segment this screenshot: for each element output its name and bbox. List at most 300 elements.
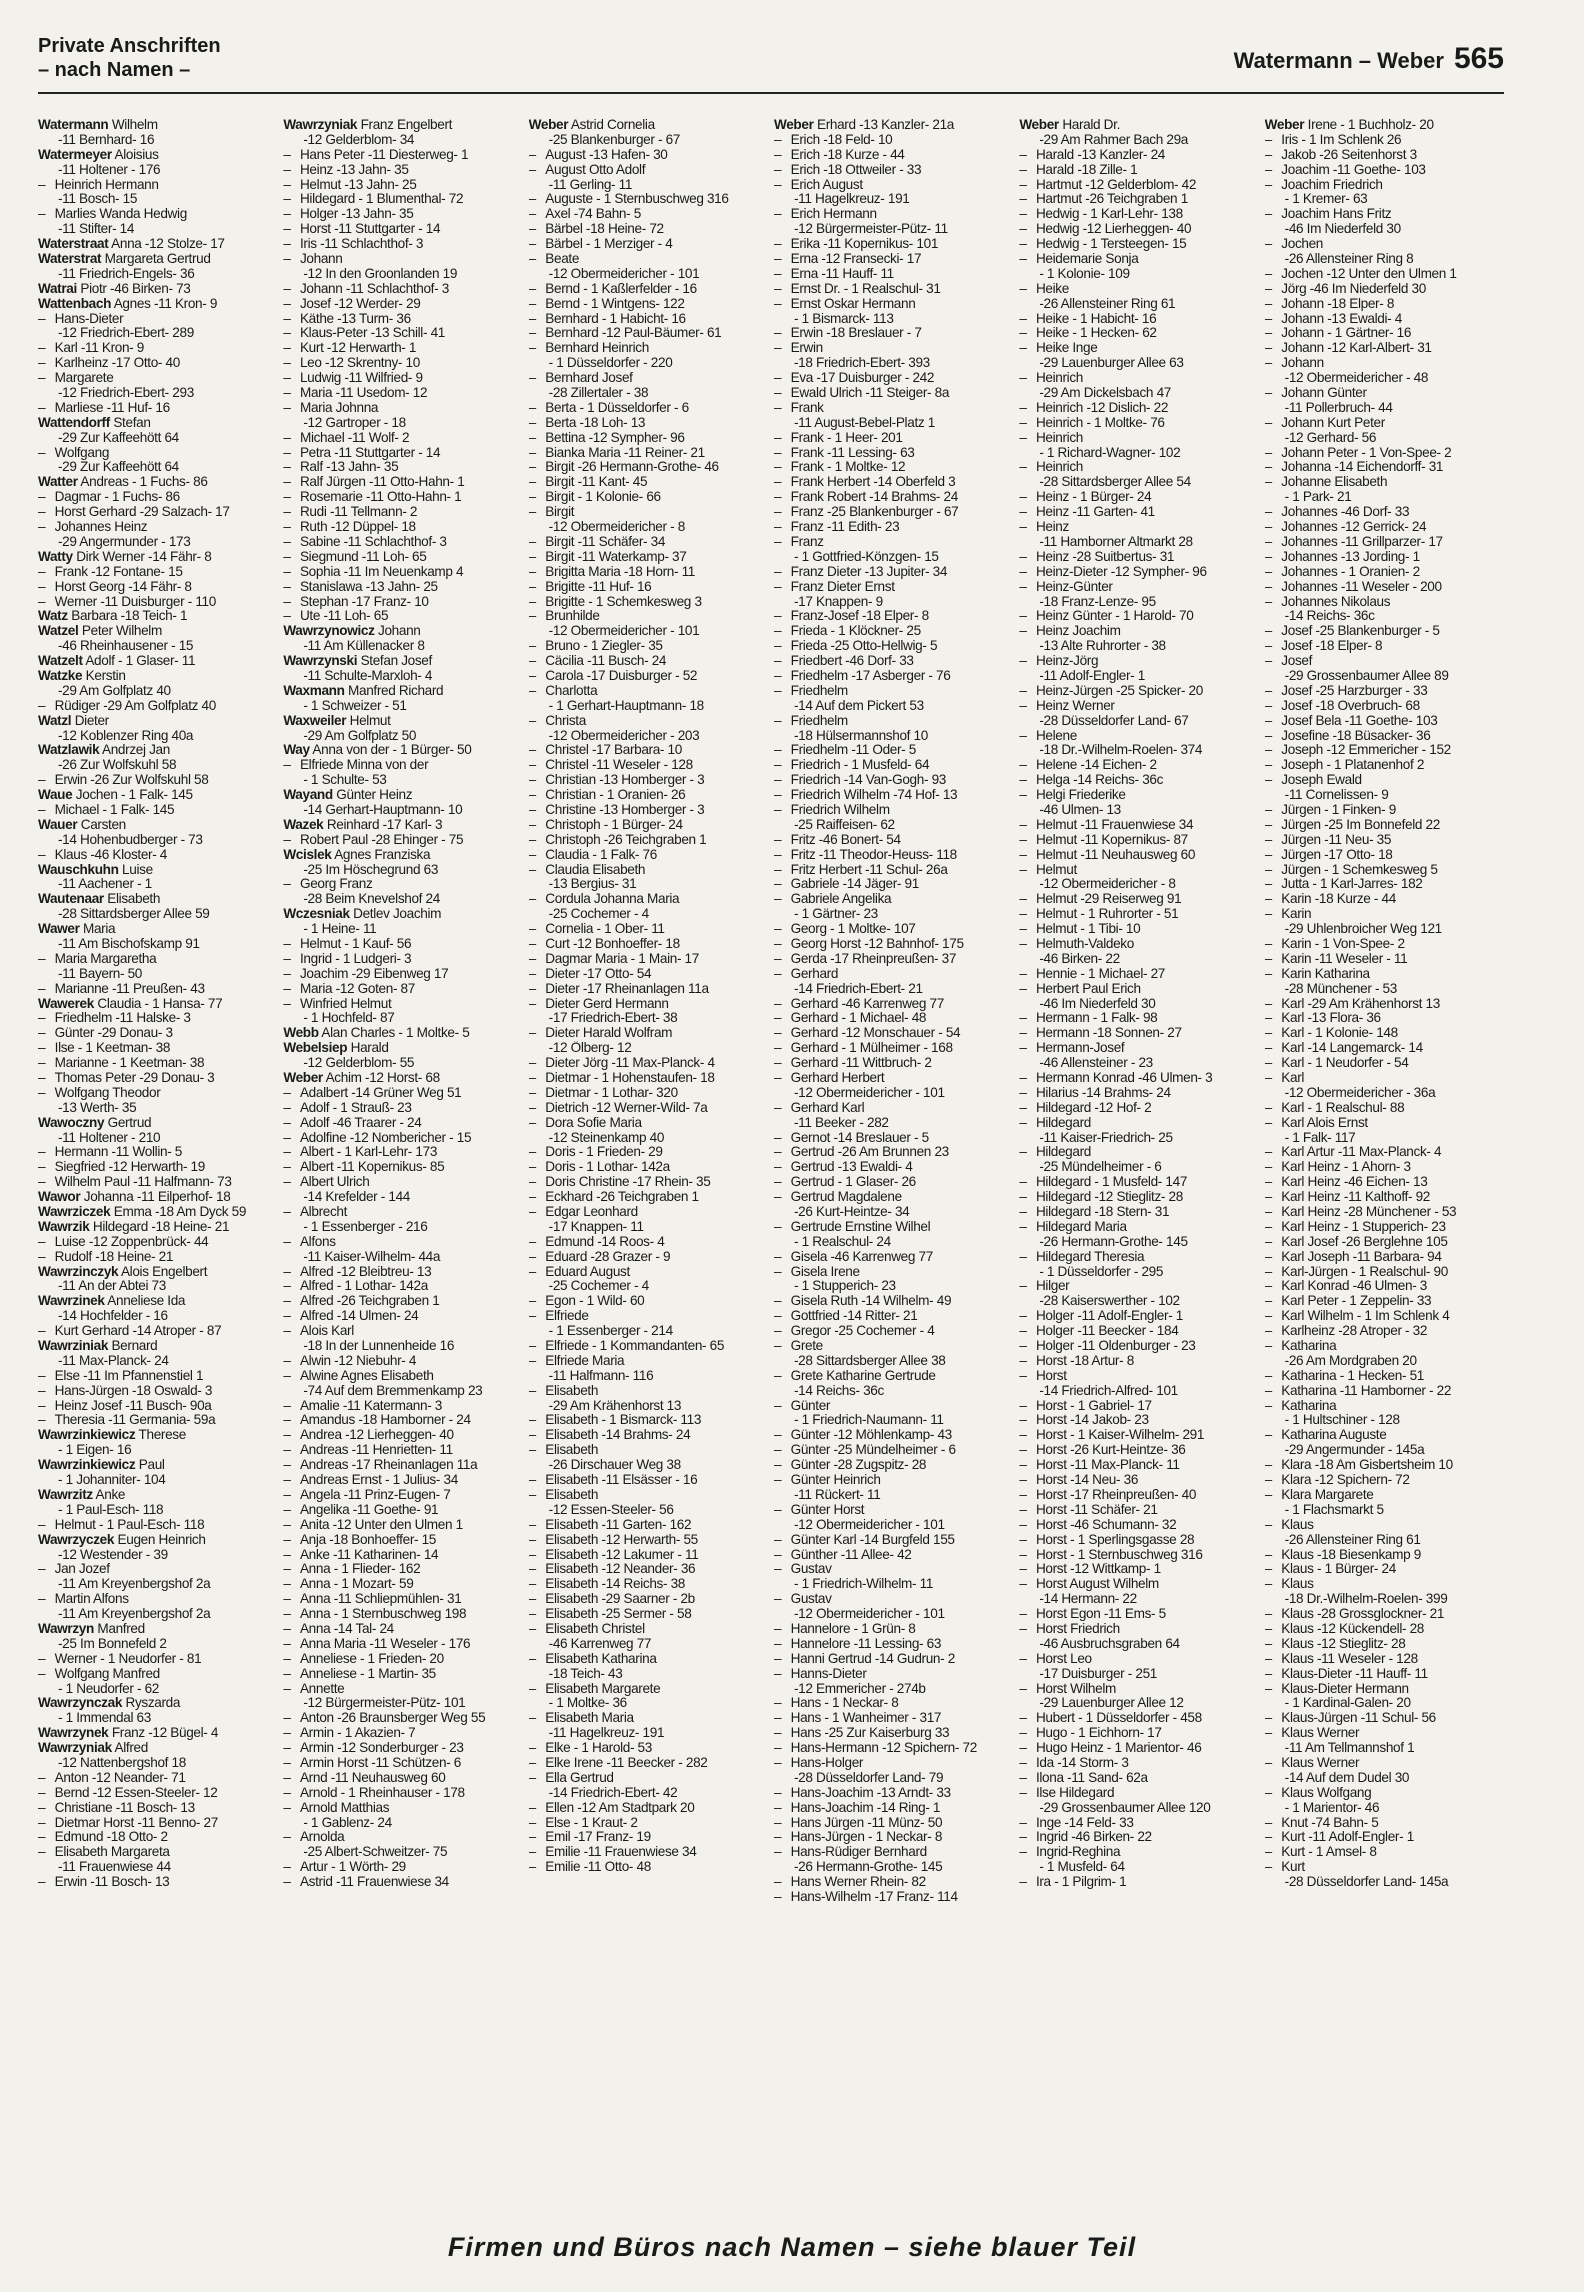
directory-entry xyxy=(774,1756,1013,1771)
entry-text: Kerstin xyxy=(85,668,126,683)
entry-text: -26 Am Mordgraben 20 xyxy=(1284,1353,1417,1368)
directory-entry xyxy=(38,1652,277,1667)
entry-text: Maria -11 Usedom- 12 xyxy=(299,386,428,401)
directory-entry xyxy=(774,863,1013,878)
entry-text: Manfred xyxy=(97,1621,145,1636)
entry-text: Hennie - 1 Michael- 27 xyxy=(1035,966,1166,981)
directory-entry xyxy=(529,595,768,610)
entry-text: -14 Reichs- 36c xyxy=(793,1383,884,1398)
entry-text: Jochen xyxy=(1281,237,1324,252)
entry-text: Ralf Jürgen -11 Otto-Hahn- 1 xyxy=(299,475,465,490)
entry-text: Elisabeth Margarete xyxy=(545,1681,661,1696)
entry-text: Heinz Joachim xyxy=(1035,624,1121,639)
directory-entry xyxy=(529,1160,768,1175)
directory-entry xyxy=(38,1190,277,1205)
entry-text: Klaus Werner xyxy=(1281,1726,1360,1741)
entry-text: Gisela Ruth -14 Wilhelm- 49 xyxy=(790,1294,952,1309)
entry-text: Gerhard -12 Monschauer - 54 xyxy=(790,1026,961,1041)
directory-entry xyxy=(283,788,522,803)
directory-entry xyxy=(1265,326,1504,341)
entry-text: Alois Karl xyxy=(299,1324,354,1339)
entry-text: Hermann -11 Wollin- 5 xyxy=(54,1145,183,1160)
directory-entry xyxy=(1019,237,1258,252)
directory-entry xyxy=(1019,1756,1258,1771)
directory-entry xyxy=(283,371,522,386)
directory-entry xyxy=(529,192,768,207)
directory-entry xyxy=(1265,580,1504,595)
directory-entry xyxy=(529,922,768,937)
directory-entry xyxy=(774,178,1013,193)
entry-text: -26 Allensteiner Ring 61 xyxy=(1039,296,1176,311)
entry-text: Anneliese - 1 Frieden- 20 xyxy=(299,1651,444,1666)
entry-text: - 1 Neudorfer - 62 xyxy=(58,1681,159,1696)
directory-entry xyxy=(1019,1577,1258,1592)
entry-text: - 1 Marientor- 46 xyxy=(1284,1800,1380,1815)
directory-entry xyxy=(1019,1369,1258,1384)
directory-entry xyxy=(529,475,768,490)
entry-text: -13 Alte Ruhrorter - 38 xyxy=(1039,639,1166,654)
entry-text: -12 Obermeidericher - 101 xyxy=(548,624,700,639)
entry-text: Hedwig - 1 Karl-Lehr- 138 xyxy=(1035,207,1183,222)
directory-entry xyxy=(774,982,1013,997)
directory-entry xyxy=(283,669,522,684)
entry-text: Cordula Johanna Maria xyxy=(545,892,680,907)
directory-entry xyxy=(1265,1622,1504,1637)
entry-text: Heidemarie Sonja xyxy=(1035,252,1139,267)
entry-text: Grete xyxy=(790,1339,823,1354)
directory-entry xyxy=(529,1637,768,1652)
directory-entry xyxy=(1019,639,1258,654)
entry-text: -18 Teich- 43 xyxy=(548,1666,623,1681)
directory-entry xyxy=(1019,729,1258,744)
directory-entry xyxy=(38,1041,277,1056)
directory-entry xyxy=(283,1324,522,1339)
entry-text: Maria Margaretha xyxy=(54,951,157,966)
entry-text: Eduard August xyxy=(545,1264,630,1279)
entry-text: Hildegard -18 Stern- 31 xyxy=(1035,1205,1170,1220)
directory-entry xyxy=(774,952,1013,967)
directory-entry xyxy=(1019,937,1258,952)
entry-text: Ludwig -11 Wilfried- 9 xyxy=(299,371,423,386)
directory-entry xyxy=(1265,922,1504,937)
directory-entry xyxy=(1019,1354,1258,1369)
directory-entry xyxy=(774,1711,1013,1726)
directory-entry xyxy=(1019,818,1258,833)
directory-entry xyxy=(1265,595,1504,610)
directory-entry xyxy=(774,520,1013,535)
entry-text: Elfriede Maria xyxy=(545,1353,625,1368)
directory-entry xyxy=(283,475,522,490)
entry-text: -11 Cornelissen- 9 xyxy=(1284,788,1389,803)
directory-entry xyxy=(529,1518,768,1533)
directory-entry xyxy=(529,1131,768,1146)
directory-entry xyxy=(38,1116,277,1131)
directory-entry xyxy=(529,1443,768,1458)
entry-text: Karl Alois Ernst xyxy=(1281,1115,1368,1130)
directory-entry xyxy=(1019,1652,1258,1667)
entry-text: -11 Hamborner Altmarkt 28 xyxy=(1039,534,1193,549)
directory-entry xyxy=(1265,1026,1504,1041)
directory-entry xyxy=(283,1696,522,1711)
page-range-heading xyxy=(1234,42,1504,76)
entry-text: Elfriede - 1 Kommandanten- 65 xyxy=(545,1339,725,1354)
entry-text: Gabriele -14 Jäger- 91 xyxy=(790,877,919,892)
directory-entry xyxy=(1265,758,1504,773)
surname: Wawrzyczek xyxy=(38,1532,115,1547)
directory-entry xyxy=(1265,222,1504,237)
entry-text: -25 Raiffeisen- 62 xyxy=(793,817,895,832)
directory-entry xyxy=(38,133,277,148)
directory-entry xyxy=(529,1667,768,1682)
directory-entry xyxy=(529,1101,768,1116)
directory-entry xyxy=(1265,639,1504,654)
entry-text: -28 Sittardsberger Allee 38 xyxy=(793,1353,946,1368)
directory-entry xyxy=(1265,1816,1504,1831)
entry-text: Hermann -18 Sonnen- 27 xyxy=(1035,1026,1182,1041)
directory-entry xyxy=(38,460,277,475)
directory-entry xyxy=(1265,1667,1504,1682)
directory-entry xyxy=(1265,1235,1504,1250)
entry-text: Bianka Maria -11 Reiner- 21 xyxy=(545,445,705,460)
entry-text: Horst Friedrich xyxy=(1035,1621,1120,1636)
directory-entry xyxy=(1019,326,1258,341)
entry-text: Albrecht xyxy=(299,1205,348,1220)
directory-entry xyxy=(529,982,768,997)
entry-text: Jürgen - 1 Finken- 9 xyxy=(1281,802,1396,817)
directory-entry xyxy=(1019,1696,1258,1711)
directory-entry xyxy=(1019,1413,1258,1428)
directory-entry xyxy=(38,565,277,580)
entry-text: Fritz Herbert -11 Schul- 26a xyxy=(790,862,948,877)
directory-entry xyxy=(774,1116,1013,1131)
entry-text: Amandus -18 Hamborner - 24 xyxy=(299,1413,471,1428)
entry-text: -28 Zillertaler - 38 xyxy=(548,386,649,401)
directory-entry xyxy=(774,1652,1013,1667)
entry-text: Hermann - 1 Falk- 98 xyxy=(1035,1011,1158,1026)
directory-entry xyxy=(38,1562,277,1577)
directory-entry xyxy=(1019,997,1258,1012)
entry-text: Angela -11 Prinz-Eugen- 7 xyxy=(299,1487,451,1502)
entry-text: Dieter -17 Rheinanlagen 11a xyxy=(545,981,709,996)
directory-entry xyxy=(529,401,768,416)
directory-entry xyxy=(774,1026,1013,1041)
entry-text: Erwin xyxy=(790,341,823,356)
entry-text: Ruth -12 Düppel- 18 xyxy=(299,520,416,535)
entry-text: Jochen - 1 Falk- 145 xyxy=(75,788,193,803)
directory-entry xyxy=(774,1399,1013,1414)
entry-text: Ralf -13 Jahn- 35 xyxy=(299,460,399,475)
entry-text: Hugo Heinz - 1 Marientor- 46 xyxy=(1035,1741,1202,1756)
directory-entry xyxy=(529,1577,768,1592)
entry-text: -12 In den Groonlanden 19 xyxy=(303,266,458,281)
entry-text: Adolf -46 Traarer - 24 xyxy=(299,1115,422,1130)
entry-text: Karl xyxy=(1281,1071,1305,1085)
entry-text: Franz Dieter Ernst xyxy=(790,579,895,594)
entry-text: Günter Heinz xyxy=(336,788,413,803)
directory-entry xyxy=(774,1220,1013,1235)
directory-entry xyxy=(1265,1205,1504,1220)
directory-entry xyxy=(1265,967,1504,982)
directory-entry xyxy=(529,818,768,833)
directory-entry xyxy=(1265,282,1504,297)
entry-text: Emilie -11 Frauenwiese 34 xyxy=(545,1845,697,1860)
surname: Waterstrat xyxy=(38,252,102,267)
entry-text: -12 Obermeidericher - 8 xyxy=(548,520,685,535)
entry-text: Klaus-Jürgen -11 Schul- 56 xyxy=(1281,1711,1436,1726)
directory-entry xyxy=(774,1562,1013,1577)
surname: Watty xyxy=(38,549,73,564)
directory-entry xyxy=(1265,460,1504,475)
entry-text: -17 Knappen- 11 xyxy=(548,1219,644,1234)
entry-text: Heinz-Dieter -12 Sympher- 96 xyxy=(1035,564,1207,579)
entry-text: -28 Düsseldorfer Land- 145a xyxy=(1284,1875,1449,1890)
directory-entry xyxy=(38,833,277,848)
entry-text: Christa xyxy=(545,713,586,728)
entry-text: Erwin -26 Zur Wolfskuhl 58 xyxy=(54,773,209,788)
entry-text: -29 Angermunder - 145a xyxy=(1284,1443,1425,1458)
entry-text: Günter xyxy=(790,1398,831,1413)
directory-entry xyxy=(38,1577,277,1592)
entry-text: Johann xyxy=(378,624,421,639)
entry-text: Hans Werner Rhein- 82 xyxy=(790,1875,926,1890)
directory-entry xyxy=(529,699,768,714)
entry-text: -11 Hagelkreuz- 191 xyxy=(793,192,910,207)
entry-text: Frank -11 Lessing- 63 xyxy=(790,445,915,460)
directory-entry xyxy=(38,1071,277,1086)
entry-text: -25 Mündelheimer - 6 xyxy=(1039,1160,1162,1175)
entry-text: -28 Düsseldorfer Land- 79 xyxy=(793,1770,944,1785)
directory-entry xyxy=(283,1711,522,1726)
directory-entry xyxy=(774,118,1013,133)
directory-entry xyxy=(1019,967,1258,982)
entry-text: -12 Obermeidericher - 203 xyxy=(548,728,700,743)
directory-entry xyxy=(529,386,768,401)
entry-text: Klaus -12 Kückendell- 28 xyxy=(1281,1621,1425,1636)
entry-text: Elfriede xyxy=(545,1309,589,1324)
directory-entry xyxy=(38,1354,277,1369)
entry-text: Wolfgang Manfred xyxy=(54,1666,160,1681)
entry-text: -26 Allensteiner Ring 8 xyxy=(1284,252,1414,267)
directory-entry xyxy=(1019,848,1258,863)
directory-entry xyxy=(529,773,768,788)
directory-entry xyxy=(283,1458,522,1473)
directory-entry xyxy=(1265,892,1504,907)
surname: Wazek xyxy=(283,817,324,832)
directory-entry xyxy=(774,460,1013,475)
surname: Watrai xyxy=(38,281,77,296)
entry-text: Erich Hermann xyxy=(790,207,877,222)
directory-entry xyxy=(1265,699,1504,714)
directory-entry xyxy=(1019,535,1258,550)
directory-entry xyxy=(774,535,1013,550)
entry-text: Dieter Jörg -11 Max-Planck- 4 xyxy=(545,1056,715,1071)
entry-text: Helmut - 1 Ruhrorter - 51 xyxy=(1035,907,1179,922)
entry-text: Horst August Wilhelm xyxy=(1035,1577,1159,1592)
directory-entry xyxy=(283,1875,522,1890)
entry-text: Kurt Gerhard -14 Atroper - 87 xyxy=(54,1324,222,1339)
directory-entry xyxy=(774,297,1013,312)
directory-entry xyxy=(1265,163,1504,178)
entry-text: Anna Maria -11 Weseler - 176 xyxy=(299,1636,471,1651)
entry-text: Heinz-Günter xyxy=(1035,579,1113,594)
directory-entry xyxy=(1019,877,1258,892)
directory-entry xyxy=(1265,997,1504,1012)
entry-text: Anton -12 Neander- 71 xyxy=(54,1770,186,1785)
directory-entry xyxy=(529,222,768,237)
directory-entry xyxy=(529,624,768,639)
entry-text: -26 Hermann-Grothe- 145 xyxy=(793,1860,943,1875)
entry-text: -12 Ölberg- 12 xyxy=(548,1041,632,1056)
entry-text: Dietmar Horst -11 Benno- 27 xyxy=(54,1815,218,1830)
directory-entry xyxy=(529,460,768,475)
directory-entry xyxy=(38,1845,277,1860)
directory-entry xyxy=(283,565,522,580)
directory-entry xyxy=(774,1890,1013,1905)
entry-text: Georg - 1 Moltke- 107 xyxy=(790,922,916,937)
entry-text: Hans-Wilhelm -17 Franz- 114 xyxy=(790,1889,958,1904)
entry-text: -18 Friedrich-Ebert- 393 xyxy=(793,356,930,371)
entry-text: Johannes -13 Jording- 1 xyxy=(1281,549,1420,564)
directory-entry xyxy=(283,1250,522,1265)
entry-text: -11 Hagelkreuz- 191 xyxy=(548,1726,665,1741)
directory-entry xyxy=(774,565,1013,580)
entry-text: Bruno - 1 Ziegler- 35 xyxy=(545,639,663,654)
entry-text: -11 Schulte-Marxloh- 4 xyxy=(303,668,433,683)
surname: Wawrzinek xyxy=(38,1294,105,1309)
directory-entry xyxy=(1265,833,1504,848)
section-title-line2: – nach Namen – xyxy=(38,59,191,81)
entry-text: Klara -12 Spichern- 72 xyxy=(1281,1473,1410,1488)
entry-text: - 1 Hultschiner - 128 xyxy=(1284,1413,1400,1428)
entry-text: Marianne -11 Preußen- 43 xyxy=(54,981,205,996)
entry-text: Horst - 1 Gabriel- 17 xyxy=(1035,1398,1152,1413)
entry-text: Inge -14 Feld- 33 xyxy=(1035,1815,1134,1830)
entry-text: Frieda - 1 Klöckner- 25 xyxy=(790,624,921,639)
entry-text: August Otto Adolf xyxy=(545,162,646,177)
entry-text: Katharina xyxy=(1281,1398,1337,1413)
entry-text: Joseph - 1 Platanenhof 2 xyxy=(1281,758,1425,773)
entry-text: Karl Heinz -28 Münchener - 53 xyxy=(1281,1205,1457,1220)
entry-text: Kurt - 1 Amsel- 8 xyxy=(1281,1845,1377,1860)
entry-text: Johannes Nikolaus xyxy=(1281,594,1391,609)
directory-entry xyxy=(774,1741,1013,1756)
directory-entry xyxy=(529,1369,768,1384)
directory-entry xyxy=(38,1801,277,1816)
directory-entry xyxy=(1019,475,1258,490)
directory-entry xyxy=(774,758,1013,773)
directory-entry xyxy=(38,1816,277,1831)
directory-entry xyxy=(529,1607,768,1622)
directory-entry xyxy=(38,639,277,654)
entry-text: Auguste - 1 Sternbuschweg 316 xyxy=(545,192,729,207)
entry-text: -26 Zur Wolfskuhl 58 xyxy=(58,758,177,773)
entry-text: Eduard -28 Grazer - 9 xyxy=(545,1249,671,1264)
directory-entry xyxy=(774,282,1013,297)
entry-text: Karl - 1 Kolonie- 148 xyxy=(1281,1026,1398,1041)
directory-entry xyxy=(1019,267,1258,282)
entry-text: Anja -18 Bonhoeffer- 15 xyxy=(299,1532,437,1547)
directory-entry xyxy=(774,1369,1013,1384)
entry-text: -46 Birken- 22 xyxy=(1039,951,1120,966)
entry-text: - 1 Stupperich- 23 xyxy=(793,1279,896,1294)
entry-text: Harald xyxy=(350,1041,389,1056)
entry-text: Erna -12 Fransecki- 17 xyxy=(790,252,922,267)
directory-entry xyxy=(1265,401,1504,416)
entry-text: Astrid -11 Frauenwiese 34 xyxy=(299,1875,449,1890)
entry-text: -12 Obermeidericher - 101 xyxy=(793,1607,945,1622)
entry-text: Erhard -13 Kanzler- 21a xyxy=(816,118,955,132)
entry-text: - 1 Johanniter- 104 xyxy=(58,1473,166,1488)
directory-entry xyxy=(38,1592,277,1607)
entry-text: Eugen Heinrich xyxy=(117,1532,206,1547)
entry-text: Frieda -25 Otto-Hellwig- 5 xyxy=(790,639,938,654)
surname: Wawrzyniak xyxy=(283,118,358,132)
directory-entry xyxy=(283,1562,522,1577)
entry-text: Hildegard xyxy=(1035,1145,1091,1160)
entry-text: Hannelore -11 Lessing- 63 xyxy=(790,1636,942,1651)
entry-text: Klaus-Dieter -11 Hauff- 11 xyxy=(1281,1666,1428,1681)
entry-text: Helene -14 Eichen- 2 xyxy=(1035,758,1157,773)
directory-entry xyxy=(774,624,1013,639)
entry-text: Holger -13 Jahn- 35 xyxy=(299,207,414,222)
entry-text: Thomas Peter -29 Donau- 3 xyxy=(54,1071,215,1085)
directory-entry xyxy=(1265,386,1504,401)
directory-entry xyxy=(1019,595,1258,610)
directory-entry xyxy=(774,446,1013,461)
entry-text: - 1 Realschul- 24 xyxy=(793,1234,891,1249)
directory-entry xyxy=(1019,207,1258,222)
entry-text: Hildegard -18 Heine- 21 xyxy=(92,1219,230,1234)
directory-entry xyxy=(1019,565,1258,580)
directory-entry xyxy=(529,1533,768,1548)
directory-entry xyxy=(38,1473,277,1488)
entry-text: Heinz xyxy=(1035,520,1069,535)
entry-text: Dora Sofie Maria xyxy=(545,1115,642,1130)
entry-text: Klaus-Peter -13 Schill- 41 xyxy=(299,326,446,341)
directory-entry xyxy=(1265,729,1504,744)
entry-text: -29 Am Golfplatz 50 xyxy=(303,728,417,743)
directory-entry xyxy=(774,1041,1013,1056)
entry-text: Rüdiger -29 Am Golfplatz 40 xyxy=(54,698,216,713)
directory-entry xyxy=(774,163,1013,178)
entry-text: Horst xyxy=(1035,1368,1067,1383)
surname: Wawrzynczak xyxy=(38,1696,123,1711)
entry-text: Helmut xyxy=(349,713,391,728)
entry-text: Friedrich Wilhelm -74 Hof- 13 xyxy=(790,788,958,803)
entry-text: -11 Kaiser-Friedrich- 25 xyxy=(1039,1130,1173,1145)
directory-entry xyxy=(283,848,522,863)
entry-text: Friedhelm -17 Asberger - 76 xyxy=(790,668,951,683)
surname: Weber xyxy=(528,118,569,132)
directory-entry xyxy=(774,937,1013,952)
directory-entry xyxy=(529,758,768,773)
entry-text: Else -11 Im Pfannenstiel 1 xyxy=(54,1368,204,1383)
entry-text: Hildegard - 1 Musfeld- 147 xyxy=(1035,1175,1188,1190)
entry-text: Elisabeth -14 Brahms- 24 xyxy=(545,1428,691,1443)
directory-entry xyxy=(283,922,522,937)
directory-entry xyxy=(1019,1548,1258,1563)
directory-entry xyxy=(1265,550,1504,565)
entry-text: - 1 Friedrich-Naumann- 11 xyxy=(793,1413,944,1428)
directory-entry xyxy=(1019,714,1258,729)
entry-text: Joseph Ewald xyxy=(1281,773,1362,788)
surname: Wcislek xyxy=(283,847,332,862)
entry-text: Karl-Jürgen - 1 Realschul- 90 xyxy=(1281,1264,1448,1279)
directory-entry xyxy=(1265,1518,1504,1533)
entry-text: Horst -17 Rheinpreußen- 40 xyxy=(1035,1487,1197,1502)
directory-entry xyxy=(283,1369,522,1384)
entry-text: Maria -12 Goten- 87 xyxy=(299,981,415,996)
